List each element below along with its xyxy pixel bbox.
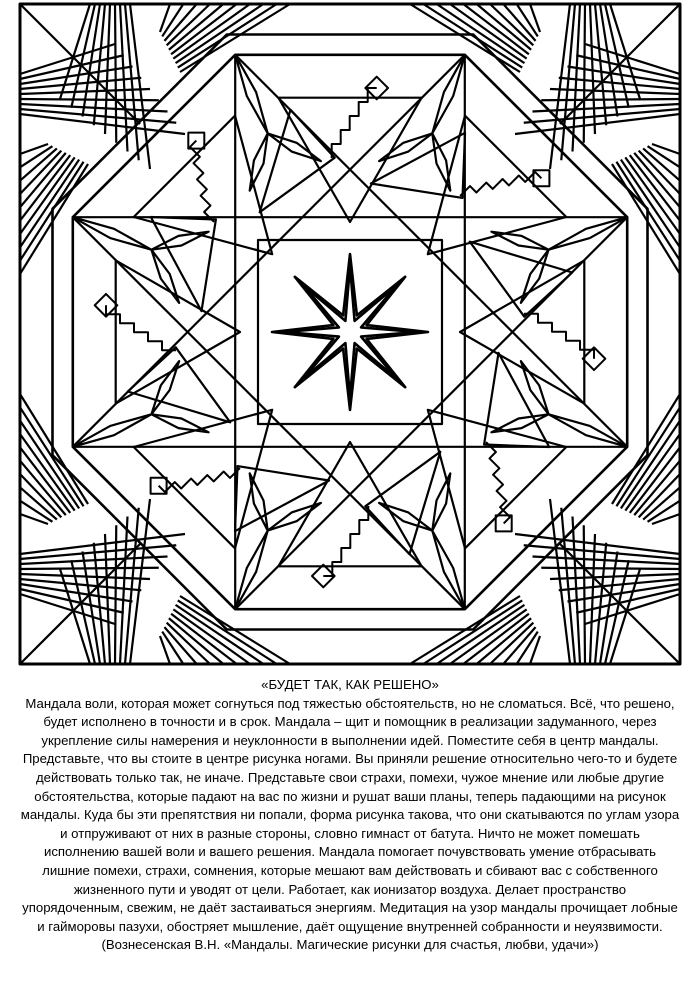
caption-line: и отпруживают от них в разные стороны, словно гимнаст от батута. Ничто не может помешать — [60, 825, 640, 841]
center-star — [272, 254, 428, 410]
caption-line: жизненного пути и уводят от цели. Работает, как ионизатор воздуха. Делает пространство — [73, 881, 627, 897]
caption-line: будет исполнено в точности и в срок. Мандала – щит и помощник в реализации задуманного, через — [43, 714, 657, 730]
fan-line — [550, 89, 680, 94]
trident-arm — [549, 217, 628, 250]
caption-block — [6, 676, 694, 955]
fan-line — [20, 474, 61, 517]
trident-motifs — [73, 55, 627, 609]
caption-line: и гайморовы пазухи, обостряет мышление, даёт ощущение внутренней собранности и неуязвимости. — [37, 918, 663, 934]
fan-line — [20, 151, 61, 194]
fan-line — [590, 4, 595, 134]
fan-line — [105, 534, 110, 664]
fan-line — [20, 434, 75, 511]
trident-arm — [73, 217, 152, 250]
caption-line: лишние помехи, страхи, сомнения, которые мешают вам действовать и сбивают вас с собственного — [42, 862, 658, 878]
fan-line — [590, 534, 595, 664]
trident-arm — [235, 531, 268, 610]
fan-line — [490, 4, 533, 45]
fan-line — [639, 151, 680, 194]
fan-line — [20, 568, 159, 569]
step-line — [486, 442, 510, 523]
caption-line: действовать только так, не иначе. Представьте свои страхи, помехи, чужое мнение или любые другие — [35, 769, 665, 785]
fan-line — [584, 525, 585, 664]
fan-line — [490, 623, 533, 664]
step-motifs — [95, 77, 606, 588]
fan-line — [167, 623, 210, 664]
triangle-pattern — [116, 98, 585, 567]
fan-line — [639, 474, 680, 517]
caption-line: упорядоченным, свежим, не даёт застаиваться энергиям. Медитация на узор мандалы прочищает лобные — [22, 900, 678, 916]
fan-line — [115, 525, 116, 664]
fan-line — [115, 4, 116, 143]
fan-line — [167, 4, 210, 45]
inner-star-pattern — [73, 55, 627, 609]
caption-line: мандалы. Куда бы эти препятствия ни попали, форма рисунка такова, что они скатываются по углам узора — [20, 807, 680, 823]
step-line — [460, 172, 541, 196]
fan-line — [173, 609, 250, 664]
fan-line — [625, 434, 680, 511]
fan-line — [20, 99, 159, 100]
fan-line — [20, 89, 150, 94]
caption-source: (Вознесенская В.Н. «Мандалы. Магические рисунки для счастья, любви, удачи») — [101, 937, 599, 953]
step-line — [159, 468, 240, 492]
trident-arm — [432, 55, 465, 134]
trident-arm — [549, 414, 628, 447]
caption-line: обстоятельства, которые падают на вас по жизни и рушат ваши планы, теперь падающими на рисунок — [34, 788, 666, 804]
octagon-inner — [73, 55, 627, 609]
trident-arm — [432, 531, 465, 610]
caption-line: исполнению вашей воли и вашего решения. Мандала помогает почувствовать умение отбрасывать — [43, 844, 657, 860]
corner-fan-lines — [20, 4, 680, 664]
fan-line — [450, 609, 527, 664]
fan-line — [550, 574, 680, 579]
caption-line: Мандала воли, которая может согнуться под тяжестью обстоятельств, но не сломаться. Всё, что решено, — [25, 695, 675, 711]
fan-line — [541, 99, 680, 100]
trident-arm — [235, 55, 268, 134]
fan-line — [541, 568, 680, 569]
caption-line: Представьте, что вы стоите в центре рисунка ногами. Вы приняли решение относительно чего-то и будете — [22, 751, 678, 767]
caption-line: укрепление силы намерения и неуклонности в выполнении идей. Поместите себя в центр мандалы. — [41, 732, 659, 748]
fan-line — [584, 4, 585, 143]
step-line — [190, 141, 214, 222]
center-star-inner — [284, 266, 416, 398]
caption-title: «БУДЕТ ТАК, КАК РЕШЕНО» — [261, 677, 439, 692]
fan-line — [105, 4, 110, 134]
trident-arm — [73, 414, 152, 447]
fan-line — [20, 574, 150, 579]
